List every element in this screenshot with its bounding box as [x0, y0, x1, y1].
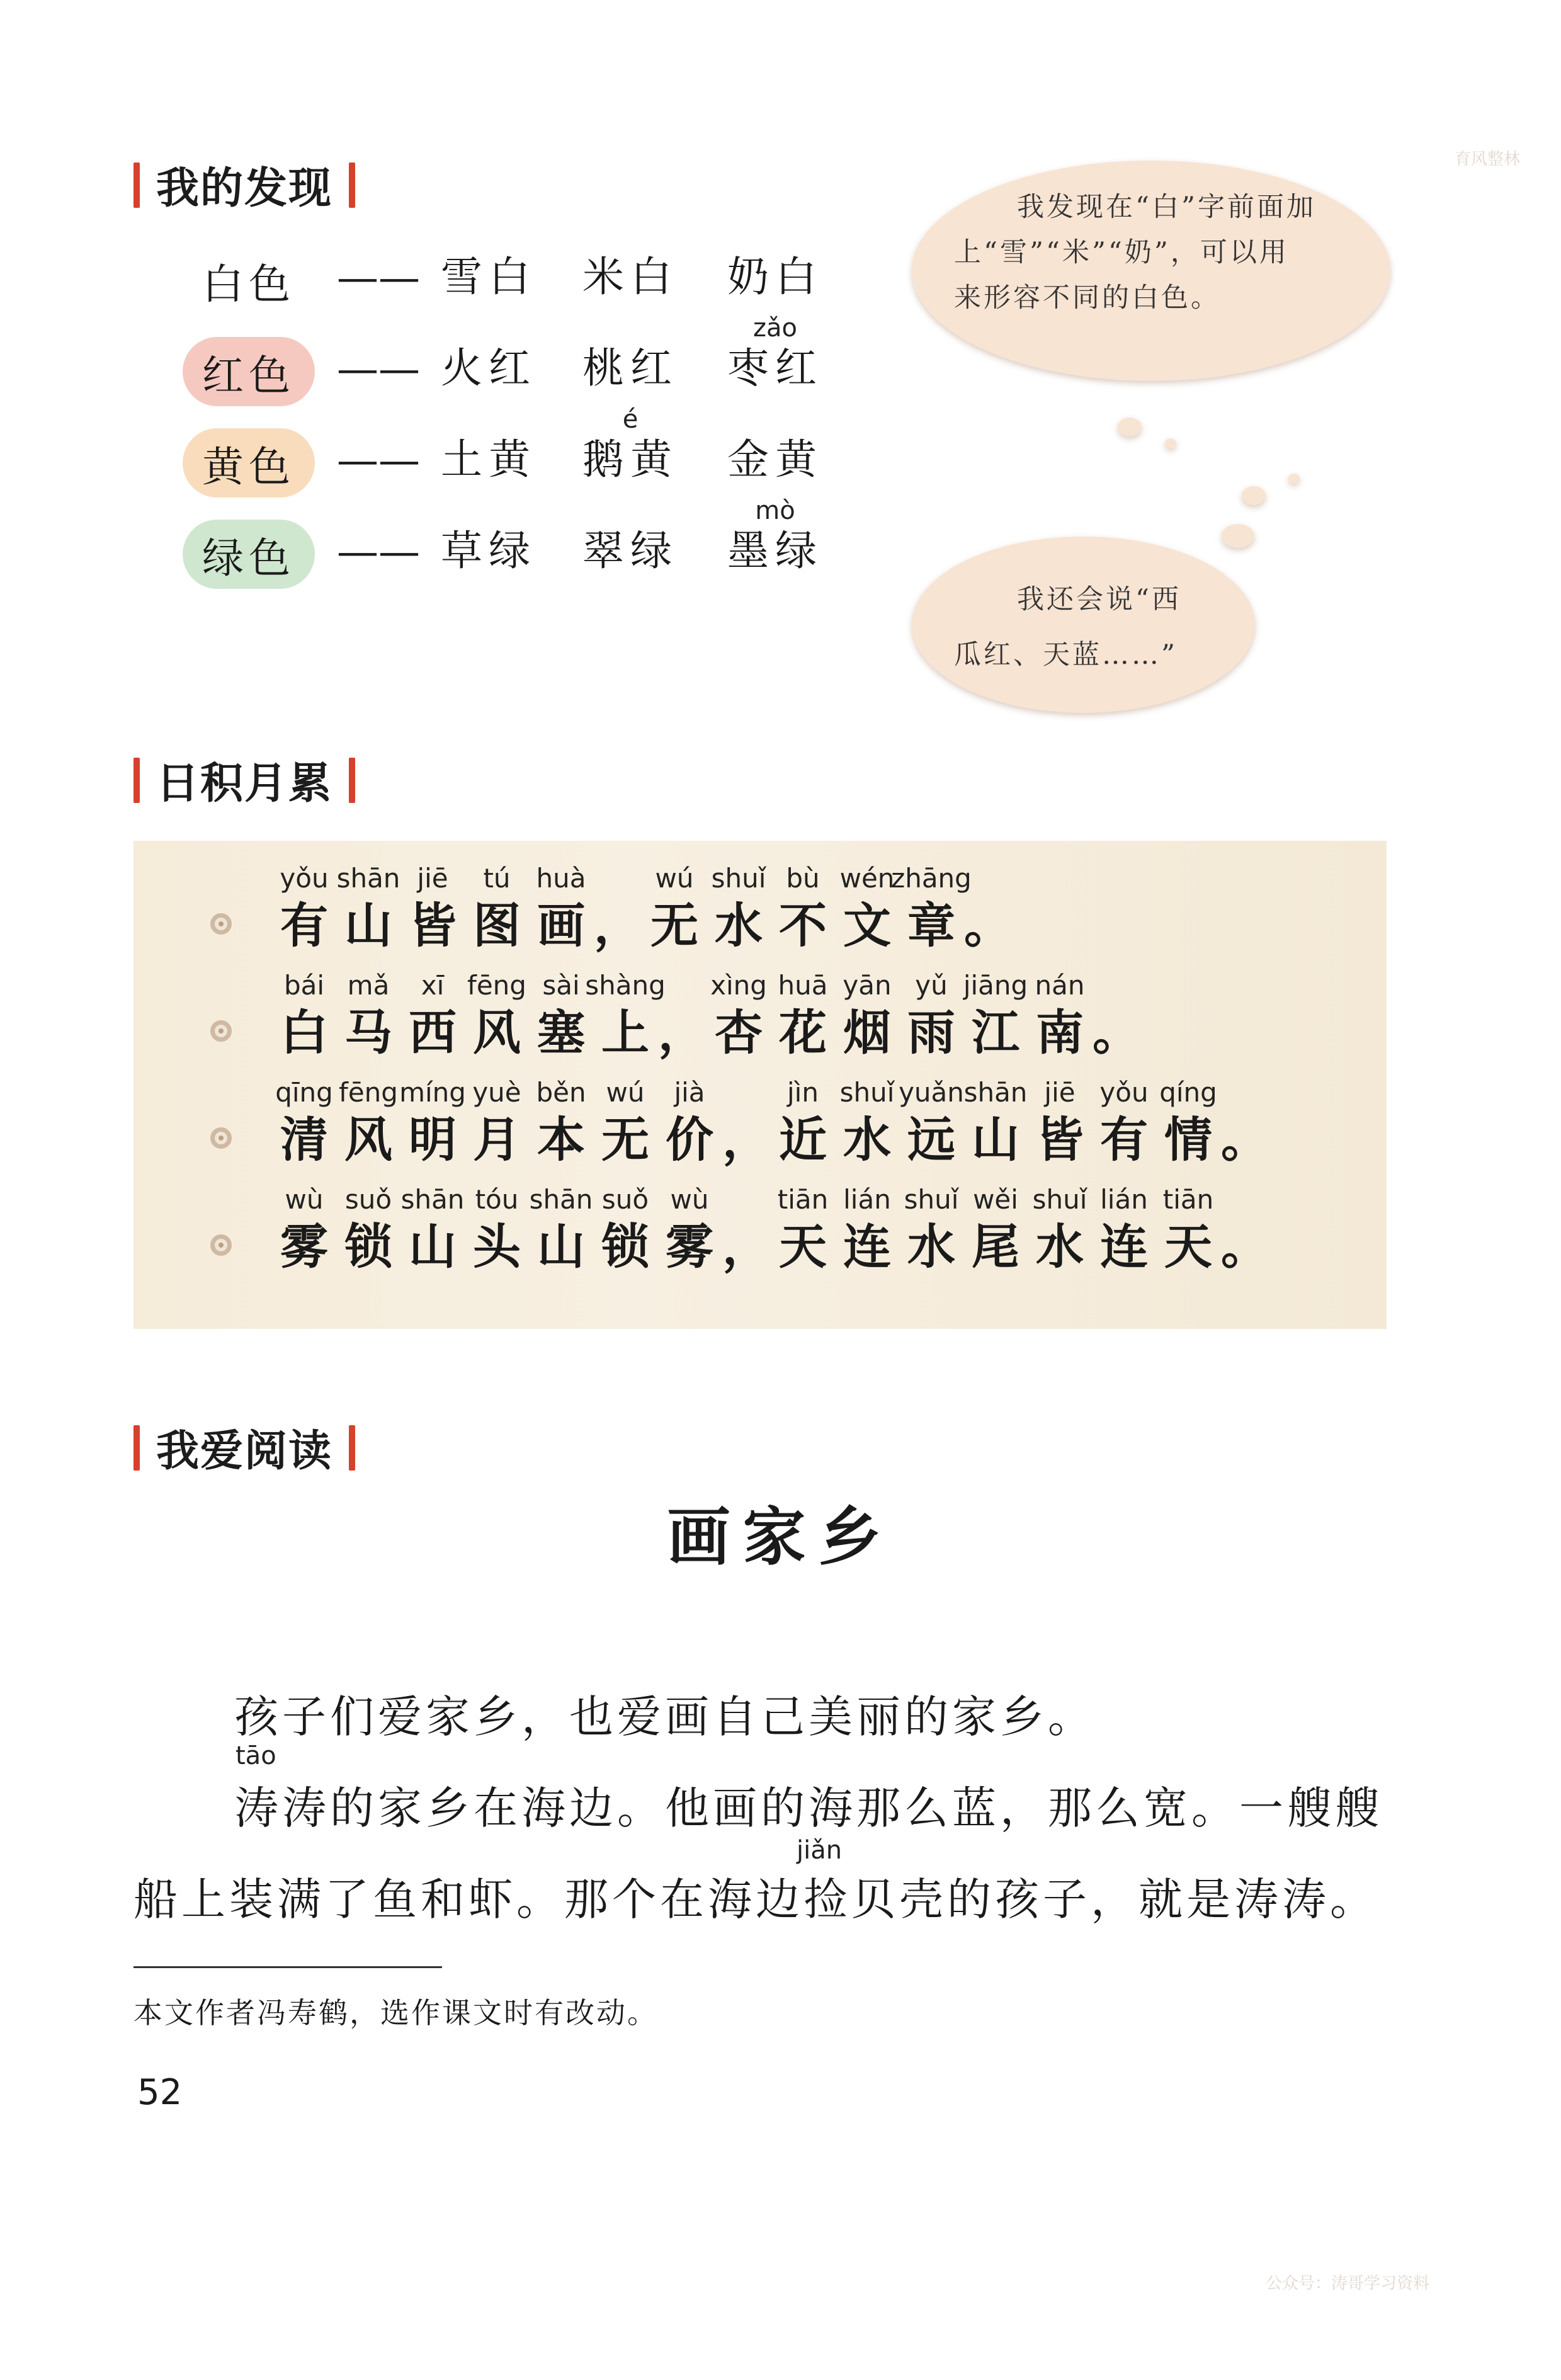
color-word [582, 404, 678, 485]
pinyin: tiān [1162, 1184, 1214, 1215]
pinyin-char [1092, 1074, 1156, 1168]
hanzi: 江 [972, 1005, 1019, 1061]
hanzi: 。 [1221, 1112, 1269, 1168]
pinyin: yǔ [915, 970, 948, 1001]
pinyin: nán [1035, 970, 1085, 1001]
pinyin: jiē [1044, 1077, 1076, 1108]
pinyin-tao: tāo [236, 1741, 276, 1770]
pinyin: é [622, 405, 639, 434]
hanzi: 本 [537, 1112, 585, 1168]
hanzi: 花 [779, 1005, 827, 1061]
hanzi: 连 [1100, 1219, 1148, 1275]
pinyin [582, 496, 678, 526]
hanzi: 连 [843, 1219, 891, 1275]
pinyin-char [465, 1074, 529, 1168]
pinyin: zhāng [891, 863, 972, 894]
pinyin: wěi [973, 1184, 1018, 1215]
pinyin-char [465, 1181, 529, 1275]
pinyin-char [336, 967, 400, 1061]
pinyin-char [1156, 1074, 1220, 1168]
hanzi: 墨绿 [727, 527, 823, 575]
pinyin: wù [285, 1184, 324, 1215]
pinyin-char [771, 967, 835, 1061]
hanzi: 雾 [666, 1219, 713, 1275]
pinyin-char [835, 860, 899, 954]
punctuation [593, 860, 642, 954]
hanzi: 山 [409, 1219, 457, 1275]
pinyin-char [593, 1181, 657, 1275]
punctuation [722, 1074, 771, 1168]
pinyin-char [1092, 1181, 1156, 1275]
pinyin-char [400, 1181, 465, 1275]
proverb-line [272, 967, 1141, 1061]
pinyin [582, 222, 678, 252]
hanzi: ， [722, 1219, 770, 1275]
pinyin-char [899, 1181, 963, 1275]
pinyin [441, 313, 536, 343]
hanzi: 山 [537, 1219, 585, 1275]
pinyin-char [771, 1074, 835, 1168]
proverb-panel [133, 841, 1387, 1329]
hanzi: 奶白 [727, 253, 823, 301]
pinyin [727, 404, 823, 435]
color-word [727, 222, 823, 302]
bubble-dot [1288, 474, 1300, 484]
bubble-dot [1165, 438, 1176, 448]
color-label: 黄色 [183, 428, 315, 498]
bullet-icon [210, 1127, 232, 1149]
pinyin-char [336, 1181, 400, 1275]
pinyin: lián [843, 1184, 891, 1215]
proverb-line [272, 1074, 1269, 1168]
pinyin: qīng [275, 1077, 333, 1108]
reading-paragraph-2: 涛涛的家乡在海边。他画的海那么蓝，那么宽。一艘艘 [234, 1782, 1383, 1834]
hanzi: 。 [964, 897, 1012, 954]
hanzi: 月 [473, 1112, 521, 1168]
hanzi: 杏 [715, 1005, 763, 1061]
pinyin-char [771, 860, 835, 954]
pinyin: fēng [467, 970, 526, 1001]
hanzi: 桃红 [582, 344, 678, 392]
thought-bubble-1-text: 我发现在“白”字前面加 上“雪”“米”“奶”，可以用 来形容不同的白色。 [954, 191, 1316, 314]
pinyin-char [400, 1074, 465, 1168]
section-heading-accumulate: 日积月累 [133, 749, 355, 811]
hanzi: 山 [344, 897, 392, 954]
pinyin: wén [839, 863, 895, 894]
color-word [727, 404, 823, 485]
hanzi: 不 [779, 897, 827, 954]
pinyin-char [963, 1181, 1028, 1275]
pinyin-char [272, 1074, 336, 1168]
pinyin-char [336, 1074, 400, 1168]
punctuation [1220, 1181, 1269, 1275]
pinyin-char [657, 1074, 722, 1168]
hanzi: 章 [907, 897, 955, 954]
pinyin: jià [674, 1077, 705, 1108]
hanzi: 火红 [441, 344, 536, 392]
pinyin-char [272, 967, 336, 1061]
hanzi: 锁 [601, 1219, 649, 1275]
pinyin-char [835, 1074, 899, 1168]
footnote: 本文作者冯寿鹤，选作课文时有改动。 [133, 1996, 658, 2030]
hanzi: 情 [1164, 1112, 1212, 1168]
pinyin: suǒ [601, 1184, 649, 1215]
pinyin-char [899, 1074, 963, 1168]
pinyin: tú [483, 863, 511, 894]
pinyin: shuǐ [839, 1077, 895, 1108]
pinyin: yǒu [1099, 1077, 1149, 1108]
hanzi: 枣红 [727, 344, 823, 392]
pinyin: shān [336, 863, 400, 894]
hanzi: 图 [473, 897, 521, 954]
pinyin: huā [778, 970, 828, 1001]
dash: —— [337, 344, 420, 393]
pinyin-char [1156, 1181, 1220, 1275]
color-label: 白色 [202, 259, 295, 309]
pinyin-char [891, 860, 972, 954]
pinyin: shuǐ [711, 863, 766, 894]
punctuation [963, 860, 1013, 954]
proverb-line [272, 860, 1013, 954]
hanzi: ， [594, 897, 642, 954]
color-word [582, 496, 678, 576]
reading-title: 画家乡 [667, 1500, 894, 1574]
hanzi: ， [722, 1112, 770, 1168]
pinyin: jiē [417, 863, 448, 894]
pinyin-char [400, 967, 465, 1061]
color-label: 红色 [183, 337, 315, 406]
bubble-dot [1242, 486, 1266, 505]
pinyin [441, 222, 536, 252]
dash: —— [337, 527, 420, 576]
pinyin: shàng [585, 970, 666, 1001]
hanzi: 水 [843, 1112, 891, 1168]
hanzi: 雨 [907, 1005, 955, 1061]
hanzi: 雪白 [441, 253, 536, 301]
hanzi: 无 [650, 897, 698, 954]
pinyin-char [899, 967, 963, 1061]
pinyin: yuǎn [899, 1077, 964, 1108]
hanzi: 水 [907, 1219, 955, 1275]
hanzi: 雾 [280, 1219, 328, 1275]
hanzi: 塞 [537, 1005, 585, 1061]
color-word [441, 496, 536, 576]
pinyin: qíng [1159, 1077, 1217, 1108]
pinyin-char [642, 860, 707, 954]
hanzi: 文 [843, 897, 891, 954]
bullet-icon [210, 1234, 232, 1256]
pinyin: suǒ [344, 1184, 392, 1215]
hanzi: 烟 [843, 1005, 891, 1061]
pinyin: wù [670, 1184, 709, 1215]
page-number: 52 [137, 2072, 183, 2113]
pinyin-char [657, 1181, 722, 1275]
hanzi: 。 [1093, 1005, 1140, 1061]
dash: —— [337, 253, 420, 302]
pinyin-char [336, 860, 400, 954]
hanzi: 鹅黄 [582, 435, 678, 484]
hanzi: 天 [779, 1219, 827, 1275]
watermark-bottom: 公众号：涛哥学习资料 [1266, 2274, 1430, 2293]
hanzi: 西 [409, 1005, 457, 1061]
section-heading-discovery: 我的发现 [133, 154, 355, 215]
pinyin [582, 313, 678, 343]
pinyin: lián [1100, 1184, 1148, 1215]
pinyin: sài [542, 970, 580, 1001]
pinyin-char [707, 967, 771, 1061]
hanzi: 。 [1221, 1219, 1269, 1275]
pinyin-char [1028, 967, 1092, 1061]
bubble-dot [1222, 524, 1254, 548]
pinyin: bù [786, 863, 820, 894]
hanzi: 水 [715, 897, 763, 954]
pinyin-char [529, 860, 593, 954]
pinyin-char [963, 967, 1028, 1061]
pinyin-char [529, 1074, 593, 1168]
hanzi: 风 [344, 1112, 392, 1168]
pinyin: bái [283, 970, 325, 1001]
pinyin: yuè [472, 1077, 521, 1108]
pinyin: jìn [787, 1077, 819, 1108]
hanzi: 价 [666, 1112, 713, 1168]
hanzi: 明 [409, 1112, 457, 1168]
hanzi: 翠绿 [582, 527, 678, 575]
color-word [582, 313, 678, 394]
hanzi: 水 [1036, 1219, 1084, 1275]
hanzi: 皆 [1036, 1112, 1084, 1168]
hanzi: 头 [473, 1219, 521, 1275]
hanzi: 山 [972, 1112, 1019, 1168]
punctuation [722, 1181, 771, 1275]
color-label: 绿色 [183, 520, 315, 589]
pinyin: xìng [710, 970, 767, 1001]
reading-paragraph-1: 孩子们爱家乡，也爱画自己美丽的家乡。 [234, 1691, 1096, 1743]
pinyin: zǎo [753, 314, 797, 343]
pinyin: shuǐ [904, 1184, 959, 1215]
pinyin-char [593, 1074, 657, 1168]
pinyin: xī [421, 970, 445, 1001]
color-word [727, 496, 823, 576]
hanzi: 白 [280, 1005, 328, 1061]
hanzi: 马 [344, 1005, 392, 1061]
color-word [582, 222, 678, 302]
bullet-icon [210, 913, 232, 935]
hanzi: 南 [1036, 1005, 1084, 1061]
hanzi: 近 [779, 1112, 827, 1168]
thought-bubble-2-text: 我还会说“西 瓜红、天蓝……” [954, 584, 1181, 671]
hanzi: 锁 [344, 1219, 392, 1275]
color-word [441, 313, 536, 394]
hanzi: 金黄 [727, 435, 823, 484]
pinyin-char [835, 1181, 899, 1275]
hanzi: 草绿 [441, 527, 536, 575]
pinyin: wú [606, 1077, 645, 1108]
pinyin: mǎ [347, 970, 390, 1001]
pinyin [441, 404, 536, 435]
bubble-dot [1118, 418, 1142, 436]
pinyin: tóu [475, 1184, 519, 1215]
hanzi: 风 [473, 1005, 521, 1061]
hanzi: ， [658, 1005, 706, 1061]
pinyin: shuǐ [1032, 1184, 1087, 1215]
pinyin: mò [755, 496, 795, 525]
color-word [441, 404, 536, 485]
bullet-icon [210, 1020, 232, 1042]
punctuation [1092, 967, 1141, 1061]
pinyin-char [400, 860, 465, 954]
reading-paragraph-3: 船上装满了鱼和虾。那个在海边捡贝壳的孩子，就是涛涛。 [133, 1874, 1378, 1925]
footnote-divider [133, 1966, 442, 1968]
hanzi: 清 [280, 1112, 328, 1168]
pinyin-char [963, 1074, 1028, 1168]
pinyin [727, 222, 823, 252]
pinyin [441, 496, 536, 526]
pinyin-char [272, 1181, 336, 1275]
pinyin-char [529, 1181, 593, 1275]
pinyin-char [771, 1181, 835, 1275]
pinyin: yān [843, 970, 892, 1001]
pinyin: yǒu [280, 863, 329, 894]
hanzi: 尾 [972, 1219, 1019, 1275]
pinyin-char [272, 860, 336, 954]
pinyin: jiāng [963, 970, 1028, 1001]
pinyin: fēng [339, 1077, 398, 1108]
color-word [727, 313, 823, 394]
pinyin-char [1028, 1181, 1092, 1275]
hanzi: 无 [601, 1112, 649, 1168]
pinyin-char [835, 967, 899, 1061]
section-heading-reading: 我爱阅读 [133, 1417, 355, 1478]
pinyin-char [585, 967, 666, 1061]
pinyin-char [707, 860, 771, 954]
pinyin-char [465, 860, 529, 954]
color-word [441, 222, 536, 302]
pinyin: míng [399, 1077, 466, 1108]
hanzi: 有 [280, 897, 328, 954]
pinyin: běn [536, 1077, 586, 1108]
hanzi: 有 [1100, 1112, 1148, 1168]
hanzi: 米白 [582, 253, 678, 301]
pinyin: tiān [777, 1184, 829, 1215]
hanzi: 画 [537, 897, 585, 954]
hanzi: 天 [1164, 1219, 1212, 1275]
pinyin: shān [400, 1184, 465, 1215]
punctuation [657, 967, 707, 1061]
hanzi: 皆 [409, 897, 457, 954]
hanzi: 上 [601, 1005, 649, 1061]
pinyin: wú [655, 863, 694, 894]
punctuation [1220, 1074, 1269, 1168]
pinyin-char [529, 967, 593, 1061]
pinyin: shān [963, 1077, 1028, 1108]
hanzi: 远 [907, 1112, 955, 1168]
proverb-line [272, 1181, 1269, 1275]
pinyin-char [1028, 1074, 1092, 1168]
pinyin-char [465, 967, 529, 1061]
pinyin: shān [529, 1184, 593, 1215]
watermark-top: 育风整林 [1455, 150, 1521, 169]
dash: —— [337, 436, 420, 484]
hanzi: 土黄 [441, 435, 536, 484]
pinyin-jian: jiǎn [797, 1836, 843, 1865]
pinyin: huà [536, 863, 586, 894]
